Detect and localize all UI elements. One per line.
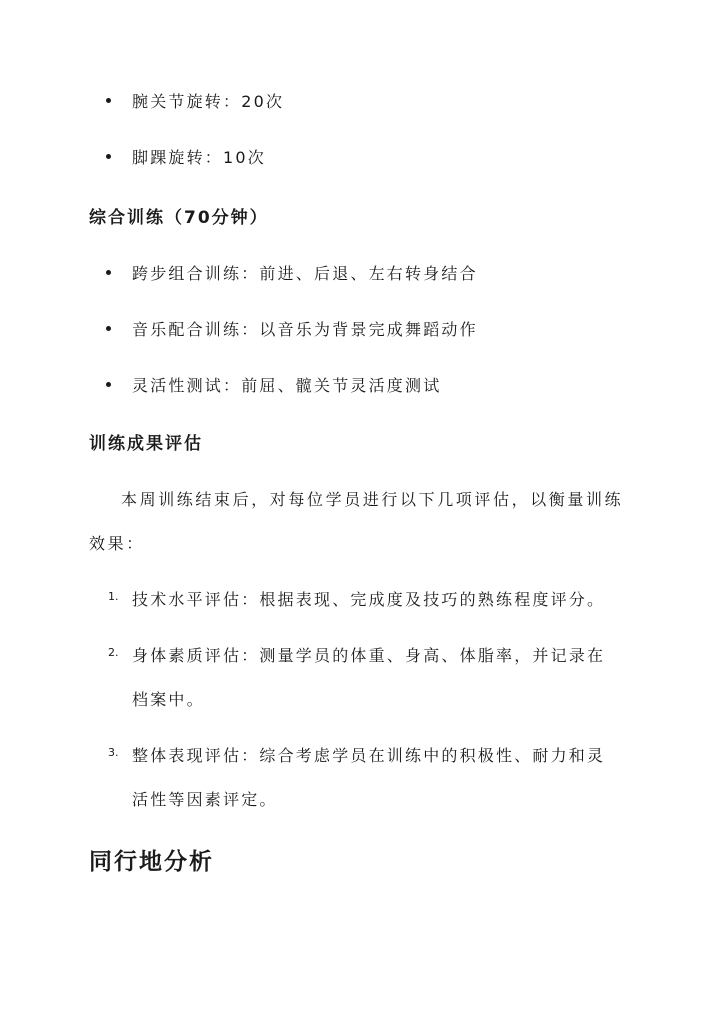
bullet-icon (106, 154, 111, 159)
bullet-icon (106, 270, 111, 275)
numbered-list-item-continuation: 活性等因素评定。 (132, 790, 278, 809)
section-heading-assessment: 训练成果评估 (89, 434, 203, 454)
section-heading-combined: 综合训练（70分钟） (89, 208, 269, 228)
bullet-icon (106, 326, 111, 331)
bullet-icon (106, 382, 111, 387)
section-heading-peer-analysis: 同行地分析 (89, 849, 214, 875)
document-page: 腕关节旋转：20次 脚踝旋转：10次 综合训练（70分钟） 跨步组合训练：前进、后退、左右转身结合 音乐配合训练：以音乐为背景完成舞蹈动作 灵活性测试：前屈、髋关节灵活度测试 训练成果评估 本周训练结束后，对每位学员进行以下几项评估，以衡量训练 效果： 1. 技术水平评估：根据表现、完成度及技巧的熟练程度评分。 2. 身体素质评估：测量学员的体重、身高、体脂率，并记录在 档案中。 3. 整体表现评估：综合考虑学员在训练中的积极性、耐力和灵 活性等因素评定。 同行地分析 (89, 92, 624, 875)
paragraph-line: 本周训练结束后，对每位学员进行以下几项评估，以衡量训练 (121, 490, 624, 509)
numbered-list-item-continuation: 档案中。 (132, 690, 205, 709)
paragraph-line: 效果： (89, 534, 145, 553)
bullet-icon (106, 98, 111, 103)
